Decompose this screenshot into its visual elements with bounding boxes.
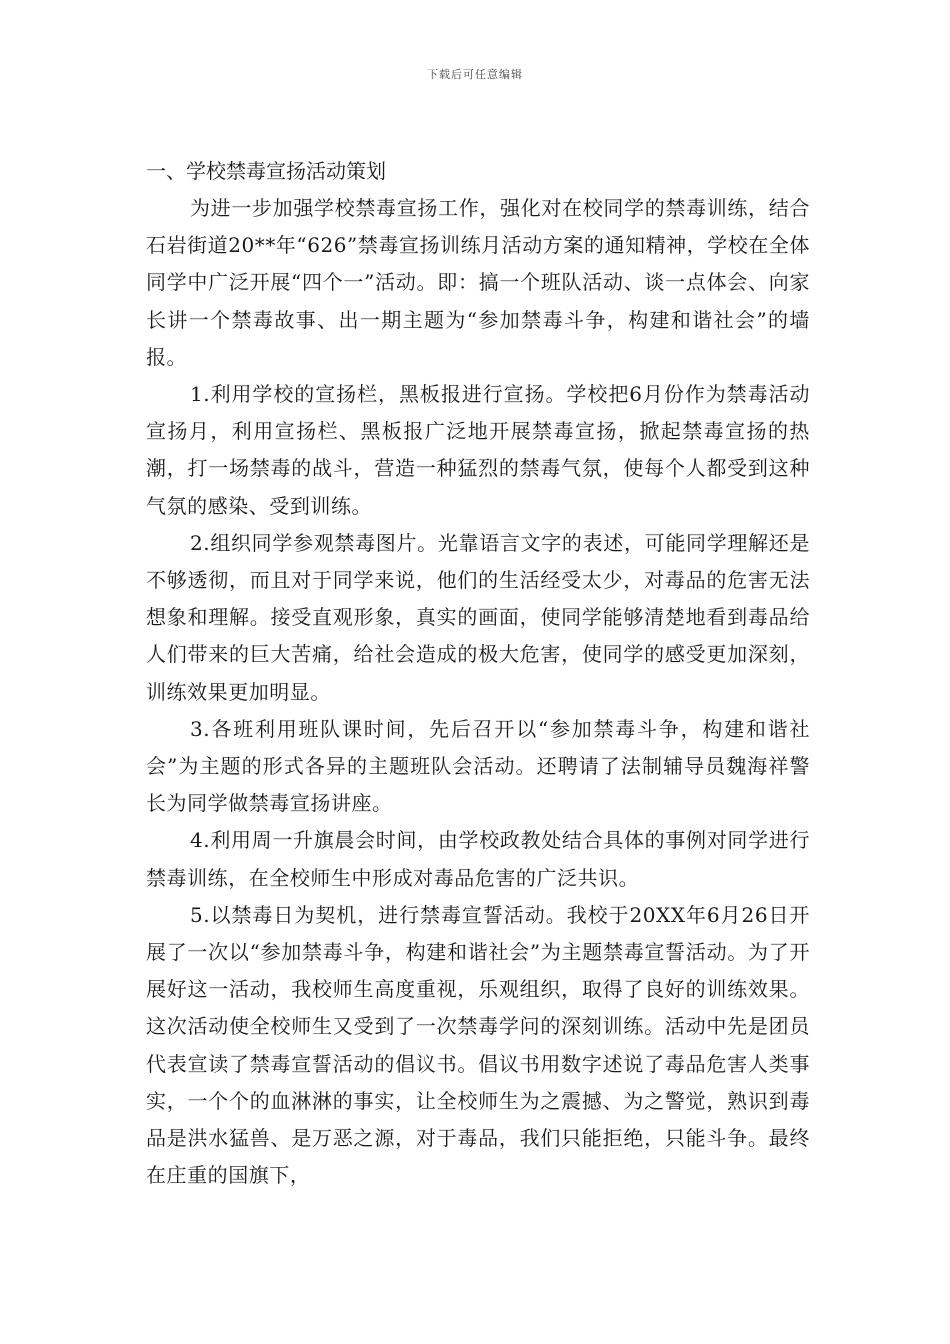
section-heading: 一、学校禁毒宣扬活动策划 [146, 159, 386, 183]
page-header: 下载后可任意编辑 [427, 68, 523, 81]
paragraph-item-4: 4.利用周一升旗晨会时间，由学校政教处结合具体的事例对同学进行禁毒训练，在全校师生中形成对毒品危害的广泛共识。 [146, 828, 810, 890]
paragraph-item-5: 5.以禁毒日为契机，进行禁毒宣誓活动。我校于20XX年6月26日开展了一次以“参加禁毒斗争，构建和谐社会”为主题禁毒宣誓活动。为了开展好这一活动，我校师生高度重视，乐观组织，取得了良好的训练效果。这次活动使全校师生又受到了一次禁毒学问的深刻训练。活动中先是团员代表宣读了禁毒宣誓活动的倡议书。倡议书用数字述说了毒品危害人类事实，一个个的血淋淋的事实，让全校师生为之震撼、为之警觉，熟识到毒品是洪水猛兽、是万恶之源，对于毒品，我们只能拒绝，只能斗争。最终在庄重的国旗下， [146, 902, 810, 1188]
paragraph-item-2: 2.组织同学参观禁毒图片。光靠语言文字的表述，可能同学理解还是不够透彻，而且对于同学来说，他们的生活经受太少，对毒品的危害无法想象和理解。接受直观形象，真实的画面，使同学能够清楚地看到毒品给人们带来的巨大苦痛，给社会造成的极大危害，使同学的感受更加深刻，训练效果更加明显。 [146, 530, 810, 704]
paragraph-item-1: 1.利用学校的宣扬栏，黑板报进行宣扬。学校把6月份作为禁毒活动宣扬月，利用宣扬栏、黑板报广泛地开展禁毒宣扬，掀起禁毒宣扬的热潮，打一场禁毒的战斗，营造一种猛烈的禁毒气氛，使每个人都受到这种气氛的感染、受到训练。 [146, 382, 810, 518]
paragraph-item-3: 3.各班利用班队课时间，先后召开以“参加禁毒斗争，构建和谐社会”为主题的形式各异的主题班队会活动。还聘请了法制辅导员魏海祥警长为同学做禁毒宣扬讲座。 [146, 716, 810, 816]
paragraph-intro: 为进一步加强学校禁毒宣扬工作，强化对在校同学的禁毒训练，结合石岩街道20**年“626”禁毒宣扬训练月活动方案的通知精神，学校在全体同学中广泛开展“四个一”活动。即：搞一个班队活动、谈一点体会、向家长讲一个禁毒故事、出一期主题为“参加禁毒斗争，构建和谐社会”的墙报。 [146, 196, 810, 369]
document-body [146, 153, 810, 1194]
